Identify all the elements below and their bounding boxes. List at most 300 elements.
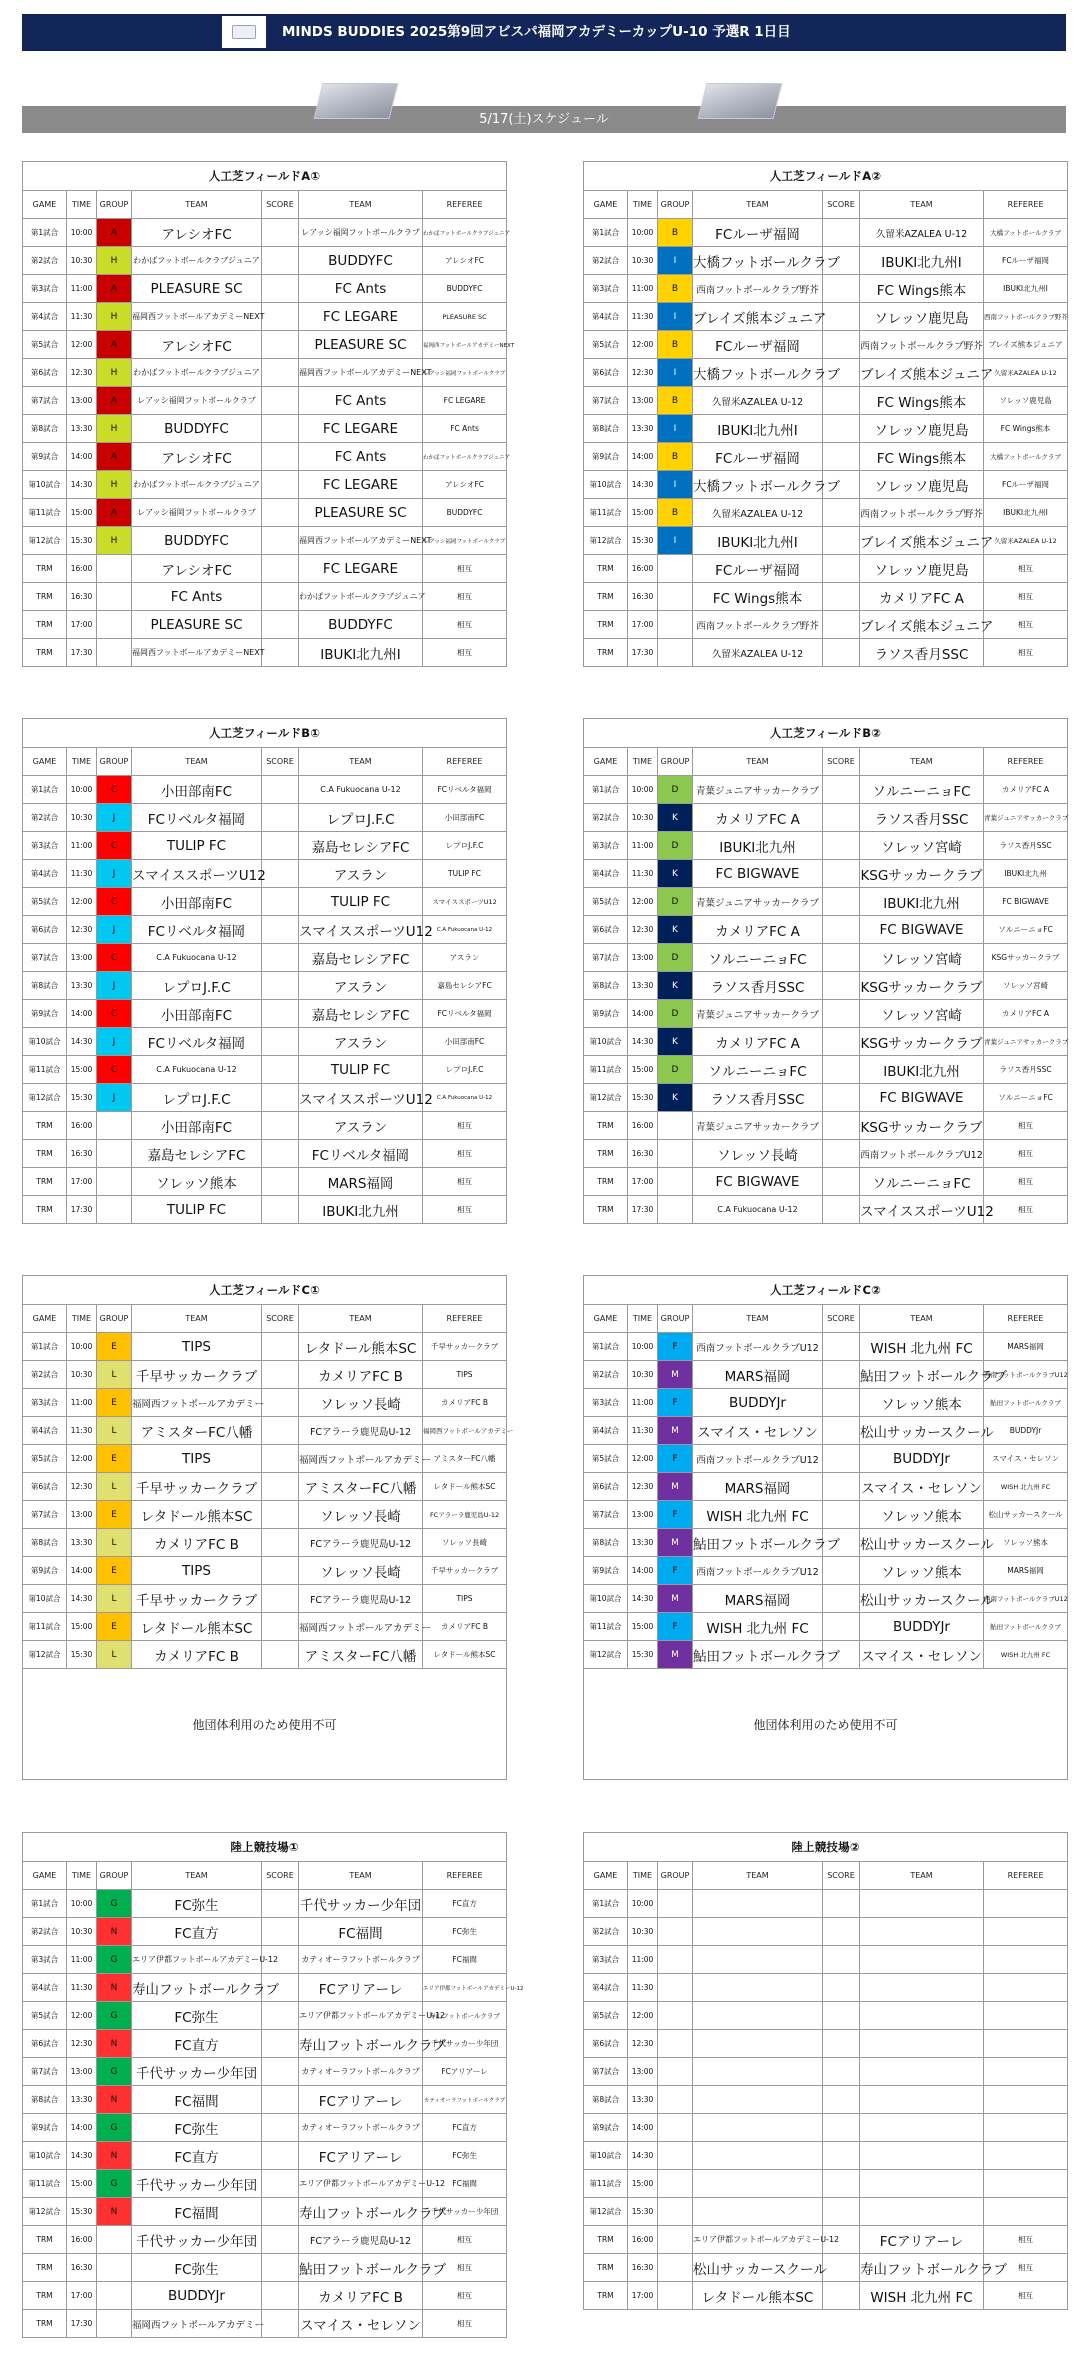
- referee: アスラン: [423, 944, 507, 972]
- table-row: [23, 1168, 507, 1196]
- score-cell: [823, 611, 860, 639]
- kickoff-time: 12:00: [628, 1445, 658, 1473]
- column-header-team1: TEAM: [693, 1862, 823, 1890]
- away-team: カメリアFC A: [860, 583, 984, 611]
- group-badge: [658, 2002, 693, 2030]
- game-label: 第6試合: [584, 359, 628, 387]
- table-row: [23, 1028, 507, 1056]
- kickoff-time: 15:30: [628, 2198, 658, 2226]
- table-row: [584, 1918, 1068, 1946]
- schedule-table: [22, 1275, 514, 1780]
- away-team: BUDDYFC: [299, 247, 423, 275]
- kickoff-time: 15:00: [67, 2170, 97, 2198]
- group-badge: [97, 2310, 132, 2338]
- group-badge: [97, 1196, 132, 1224]
- away-team: [860, 1890, 984, 1918]
- table-row: [584, 1056, 1068, 1084]
- away-team: 鮎田フットボールクラブ: [299, 2254, 423, 2282]
- away-team: IBUKI北九州: [299, 1196, 423, 1224]
- kickoff-time: 11:30: [67, 860, 97, 888]
- score-cell: [823, 2086, 860, 2114]
- group-badge: C: [97, 888, 132, 916]
- game-label: 第4試合: [23, 303, 67, 331]
- game-label: TRM: [584, 2226, 628, 2254]
- group-badge: [97, 1140, 132, 1168]
- home-team: アレシオFC: [132, 443, 262, 471]
- score-cell: [823, 331, 860, 359]
- kickoff-time: 14:00: [628, 1557, 658, 1585]
- referee: スマイス・セレソン: [984, 1445, 1068, 1473]
- game-label: 第7試合: [584, 387, 628, 415]
- score-cell: [262, 247, 299, 275]
- kickoff-time: 17:00: [67, 611, 97, 639]
- score-cell: [823, 2282, 860, 2310]
- game-label: 第5試合: [584, 888, 628, 916]
- score-cell: [262, 415, 299, 443]
- score-cell: [823, 1361, 860, 1389]
- kickoff-time: 16:00: [67, 1112, 97, 1140]
- away-team: ソレッソ熊本: [860, 1389, 984, 1417]
- score-cell: [823, 2254, 860, 2282]
- table-row: [23, 916, 507, 944]
- kickoff-time: 15:30: [67, 2198, 97, 2226]
- score-cell: [823, 1946, 860, 1974]
- score-cell: [823, 1333, 860, 1361]
- group-badge: [97, 2282, 132, 2310]
- referee: FCルーザ福岡: [984, 247, 1068, 275]
- group-badge: [658, 555, 693, 583]
- home-team: [693, 2002, 823, 2030]
- score-cell: [823, 1417, 860, 1445]
- home-team: MARS福岡: [693, 1473, 823, 1501]
- group-badge: [658, 2198, 693, 2226]
- column-header-game: GAME: [584, 191, 628, 219]
- game-label: 第3試合: [584, 1389, 628, 1417]
- score-cell: [262, 639, 299, 667]
- group-badge: E: [97, 1501, 132, 1529]
- table-row: [23, 611, 507, 639]
- referee: アレシオFC: [423, 471, 507, 499]
- score-cell: [262, 499, 299, 527]
- referee: レタドール熊本SC: [423, 1641, 507, 1669]
- referee: ソレッソ熊本: [984, 1529, 1068, 1557]
- kickoff-time: 12:00: [628, 2002, 658, 2030]
- home-team: BUDDYJr: [132, 2282, 262, 2310]
- table-row: [23, 331, 507, 359]
- kickoff-time: 13:00: [67, 387, 97, 415]
- column-header-time: TIME: [628, 1305, 658, 1333]
- group-badge: H: [97, 247, 132, 275]
- kickoff-time: 10:30: [67, 1361, 97, 1389]
- home-team: [693, 2142, 823, 2170]
- group-badge: H: [97, 359, 132, 387]
- home-team: FC弥生: [132, 1890, 262, 1918]
- table-row: [584, 1946, 1068, 1974]
- game-label: 第2試合: [584, 1361, 628, 1389]
- table-row: [584, 2282, 1068, 2310]
- score-cell: [823, 1501, 860, 1529]
- referee: カメリアFC B: [423, 1389, 507, 1417]
- score-cell: [262, 1000, 299, 1028]
- referee: ラソス香月SSC: [984, 832, 1068, 860]
- kickoff-time: 16:30: [628, 2254, 658, 2282]
- logo-mark: [232, 25, 256, 39]
- group-badge: [658, 1918, 693, 1946]
- score-cell: [823, 2198, 860, 2226]
- kickoff-time: 13:00: [628, 387, 658, 415]
- game-label: 第7試合: [23, 387, 67, 415]
- table-row: [584, 1445, 1068, 1473]
- score-cell: [262, 2030, 299, 2058]
- home-team: エリア伊都フットボールアカデミーU-12: [693, 2226, 823, 2254]
- referee: 鮎田フットボールクラブ: [984, 1613, 1068, 1641]
- score-cell: [823, 832, 860, 860]
- referee: FC弥生: [423, 2142, 507, 2170]
- score-cell: [823, 1112, 860, 1140]
- home-team: WISH 北九州 FC: [693, 1613, 823, 1641]
- group-badge: A: [97, 275, 132, 303]
- away-team: アスラン: [299, 860, 423, 888]
- away-team: FC LEGARE: [299, 555, 423, 583]
- away-team: 福岡西フットボールアカデミー: [299, 1445, 423, 1473]
- column-header-group: GROUP: [658, 1305, 693, 1333]
- referee: ソレッソ鹿児島: [984, 387, 1068, 415]
- table-row: [584, 1557, 1068, 1585]
- kickoff-time: 11:30: [67, 1417, 97, 1445]
- table-row: [584, 443, 1068, 471]
- schedule-table: [22, 1832, 524, 2338]
- score-cell: [823, 1445, 860, 1473]
- away-team: FCアリアーレ: [299, 2086, 423, 2114]
- home-team: FC弥生: [132, 2254, 262, 2282]
- game-label: TRM: [584, 1140, 628, 1168]
- home-team: ソレッソ熊本: [132, 1168, 262, 1196]
- score-cell: [823, 387, 860, 415]
- referee: [984, 2058, 1068, 2086]
- referee: BUDDYJr: [984, 1417, 1068, 1445]
- table-row: [584, 219, 1068, 247]
- referee: ソルニーニョFC: [984, 1084, 1068, 1112]
- group-badge: A: [97, 219, 132, 247]
- group-badge: [97, 2226, 132, 2254]
- table-row: [584, 2142, 1068, 2170]
- group-badge: F: [658, 1445, 693, 1473]
- referee: MARS福岡: [984, 1333, 1068, 1361]
- game-label: 第5試合: [23, 331, 67, 359]
- referee: 相互: [423, 2254, 507, 2282]
- referee: 相互: [423, 2282, 507, 2310]
- away-team: FC Ants: [299, 275, 423, 303]
- home-team: TIPS: [132, 1557, 262, 1585]
- game-label: 第3試合: [23, 1389, 67, 1417]
- away-team: スマイススポーツU12: [299, 916, 423, 944]
- table-row: [584, 972, 1068, 1000]
- away-team: FC Wings熊本: [860, 443, 984, 471]
- game-label: TRM: [23, 1168, 67, 1196]
- column-header-team1: TEAM: [132, 1862, 262, 1890]
- game-label: 第9試合: [23, 1557, 67, 1585]
- away-team: ソレッソ長崎: [299, 1389, 423, 1417]
- away-team: IBUKI北九州Ⅰ: [299, 639, 423, 667]
- unavailable-note: 他団体利用のため使用不可: [23, 1669, 507, 1780]
- home-team: C.A Fukuocana U-12: [693, 1196, 823, 1224]
- score-cell: [823, 1890, 860, 1918]
- game-label: 第8試合: [23, 415, 67, 443]
- referee: 嘉島セレシアFC: [423, 972, 507, 1000]
- table-row: [23, 1445, 507, 1473]
- kickoff-time: 10:30: [67, 1918, 97, 1946]
- away-team: レアッシ福岡フットボールクラブ: [299, 219, 423, 247]
- group-badge: K: [658, 1084, 693, 1112]
- group-badge: G: [97, 2170, 132, 2198]
- score-cell: [262, 860, 299, 888]
- table-row: [584, 1000, 1068, 1028]
- column-header-team2: TEAM: [299, 1862, 423, 1890]
- referee: [984, 1890, 1068, 1918]
- game-label: 第12試合: [23, 1641, 67, 1669]
- column-header-score: SCORE: [262, 1305, 299, 1333]
- referee: [984, 2030, 1068, 2058]
- score-cell: [262, 1361, 299, 1389]
- kickoff-time: 13:00: [67, 944, 97, 972]
- kickoff-time: 13:30: [67, 1529, 97, 1557]
- home-team: PLEASURE SC: [132, 611, 262, 639]
- home-team: レタドール熊本SC: [132, 1501, 262, 1529]
- kickoff-time: 12:00: [67, 2002, 97, 2030]
- home-team: 久留米AZALEA U-12: [693, 639, 823, 667]
- score-cell: [262, 2170, 299, 2198]
- unavailable-note: 他団体利用のため使用不可: [584, 1669, 1068, 1780]
- home-team: 西南フットボールクラブ野芥: [693, 275, 823, 303]
- kickoff-time: 15:00: [628, 2170, 658, 2198]
- table-row: [584, 1168, 1068, 1196]
- away-team: FC LEGARE: [299, 303, 423, 331]
- away-team: [860, 2198, 984, 2226]
- game-label: 第12試合: [584, 1084, 628, 1112]
- table-row: [23, 888, 507, 916]
- column-header-referee: REFEREE: [423, 191, 507, 219]
- game-label: 第10試合: [23, 471, 67, 499]
- home-team: [693, 1918, 823, 1946]
- away-team: FC Ants: [299, 443, 423, 471]
- table-row: [23, 639, 507, 667]
- game-label: 第8試合: [584, 2086, 628, 2114]
- score-cell: [823, 2170, 860, 2198]
- home-team: 千代サッカー少年団: [132, 2058, 262, 2086]
- game-label: 第1試合: [23, 776, 67, 804]
- score-cell: [262, 2058, 299, 2086]
- column-header-time: TIME: [67, 748, 97, 776]
- game-label: 第2試合: [584, 247, 628, 275]
- kickoff-time: 10:30: [628, 804, 658, 832]
- score-cell: [823, 639, 860, 667]
- table-row: [584, 2226, 1068, 2254]
- game-label: 第10試合: [584, 1585, 628, 1613]
- referee: TIPS: [423, 1585, 507, 1613]
- score-cell: [262, 1196, 299, 1224]
- game-label: 第1試合: [584, 776, 628, 804]
- kickoff-time: 11:30: [67, 1974, 97, 2002]
- referee: 相互: [423, 1168, 507, 1196]
- game-label: 第6試合: [23, 2030, 67, 2058]
- group-badge: F: [658, 1613, 693, 1641]
- game-label: TRM: [23, 2282, 67, 2310]
- home-team: 西南フットボールクラブ野芥: [693, 611, 823, 639]
- referee: 相互: [984, 2282, 1068, 2310]
- column-header-group: GROUP: [658, 748, 693, 776]
- table-row: [23, 1585, 507, 1613]
- score-cell: [262, 1084, 299, 1112]
- away-team: KSGサッカークラブ: [860, 860, 984, 888]
- table-row: [23, 2170, 507, 2198]
- home-team: レアッシ福岡フットボールクラブ: [132, 387, 262, 415]
- table-row: [23, 1890, 507, 1918]
- table-row: [23, 2086, 507, 2114]
- group-badge: B: [658, 443, 693, 471]
- kickoff-time: 11:30: [628, 303, 658, 331]
- group-badge: [658, 2226, 693, 2254]
- column-header-team1: TEAM: [132, 748, 262, 776]
- away-team: [860, 2170, 984, 2198]
- game-label: 第9試合: [23, 443, 67, 471]
- kickoff-time: 15:00: [67, 499, 97, 527]
- score-cell: [262, 1056, 299, 1084]
- group-badge: [97, 1112, 132, 1140]
- game-label: TRM: [23, 583, 67, 611]
- referee: 松山サッカースクール: [984, 1501, 1068, 1529]
- away-team: 福岡西フットボールアカデミーNEXT: [299, 359, 423, 387]
- referee: 久留米AZALEA U-12: [984, 527, 1068, 555]
- away-team: アスラン: [299, 1112, 423, 1140]
- table-row: [23, 1641, 507, 1669]
- referee: ソレッソ宮崎: [984, 972, 1068, 1000]
- group-badge: [658, 1890, 693, 1918]
- table-row: [584, 2086, 1068, 2114]
- game-label: TRM: [584, 2254, 628, 2282]
- kickoff-time: 17:30: [67, 1196, 97, 1224]
- referee: FCアリアーレ: [423, 2058, 507, 2086]
- score-cell: [262, 1417, 299, 1445]
- kickoff-time: 13:30: [67, 415, 97, 443]
- away-team: 千代サッカー少年団: [299, 1890, 423, 1918]
- home-team: 松山サッカースクール: [693, 2254, 823, 2282]
- column-header-score: SCORE: [823, 1862, 860, 1890]
- group-badge: K: [658, 804, 693, 832]
- away-team: 福岡西フットボールアカデミーNEXT: [299, 527, 423, 555]
- away-team: 西南フットボールクラブ野芥: [860, 331, 984, 359]
- home-team: FCルーザ福岡: [693, 219, 823, 247]
- away-team: 寿山フットボールクラブ: [299, 2198, 423, 2226]
- score-cell: [262, 1168, 299, 1196]
- column-header-game: GAME: [23, 1305, 67, 1333]
- home-team: WISH 北九州 FC: [693, 1501, 823, 1529]
- referee: 大橋フットボールクラブ: [984, 443, 1068, 471]
- table-row: [584, 359, 1068, 387]
- score-cell: [823, 972, 860, 1000]
- game-label: 第6試合: [23, 1473, 67, 1501]
- game-label: 第7試合: [584, 2058, 628, 2086]
- game-label: 第8試合: [23, 2086, 67, 2114]
- table-row: [584, 527, 1068, 555]
- score-cell: [823, 2114, 860, 2142]
- field-title: 人工芝フィールドA①: [23, 162, 507, 191]
- table-row: [584, 1613, 1068, 1641]
- referee: 小田部南FC: [423, 1028, 507, 1056]
- group-badge: N: [97, 2030, 132, 2058]
- score-cell: [262, 916, 299, 944]
- kickoff-time: 13:00: [628, 944, 658, 972]
- kickoff-time: 15:30: [628, 1641, 658, 1669]
- table-row: [23, 247, 507, 275]
- score-cell: [262, 387, 299, 415]
- score-cell: [262, 219, 299, 247]
- table-row: [23, 555, 507, 583]
- group-badge: [658, 2170, 693, 2198]
- away-team: ソレッソ鹿児島: [860, 303, 984, 331]
- referee: 相互: [984, 555, 1068, 583]
- group-badge: F: [658, 1557, 693, 1585]
- away-team: ソレッソ宮崎: [860, 832, 984, 860]
- table-row: [584, 1417, 1068, 1445]
- away-team: カメリアFC B: [299, 2282, 423, 2310]
- score-cell: [823, 888, 860, 916]
- away-team: MARS福岡: [299, 1168, 423, 1196]
- referee: WISH 北九州 FC: [984, 1641, 1068, 1669]
- home-team: [693, 2114, 823, 2142]
- kickoff-time: 14:00: [67, 1557, 97, 1585]
- group-badge: M: [658, 1361, 693, 1389]
- kickoff-time: 10:30: [628, 1918, 658, 1946]
- referee: 相互: [423, 1140, 507, 1168]
- away-team: 西南フットボールクラブ野芥: [860, 499, 984, 527]
- home-team: [693, 2198, 823, 2226]
- table-row: [23, 387, 507, 415]
- game-label: 第4試合: [23, 860, 67, 888]
- game-label: 第3試合: [584, 1946, 628, 1974]
- referee: わかばフットボールクラブジュニア: [423, 443, 507, 471]
- away-team: ソレッソ鹿児島: [860, 555, 984, 583]
- group-badge: K: [658, 972, 693, 1000]
- score-cell: [823, 1389, 860, 1417]
- home-team: MARS福岡: [693, 1585, 823, 1613]
- table-row: [584, 1196, 1068, 1224]
- kickoff-time: 13:30: [67, 972, 97, 1000]
- schedule-date-title: 5/17(土)スケジュール: [479, 112, 609, 127]
- kickoff-time: 17:00: [67, 1168, 97, 1196]
- referee: レタドール熊本SC: [423, 1473, 507, 1501]
- table-row: [584, 387, 1068, 415]
- game-label: 第1試合: [584, 1333, 628, 1361]
- away-team: スマイススポーツU12: [299, 1084, 423, 1112]
- group-badge: D: [658, 1000, 693, 1028]
- home-team: FC Wings熊本: [693, 583, 823, 611]
- referee: 福岡西フットボールアカデミー: [423, 1417, 507, 1445]
- group-badge: [658, 1168, 693, 1196]
- away-team: アミスターFC八幡: [299, 1473, 423, 1501]
- group-badge: [97, 2254, 132, 2282]
- group-badge: A: [97, 499, 132, 527]
- group-badge: B: [658, 387, 693, 415]
- column-header-team2: TEAM: [299, 191, 423, 219]
- score-cell: [262, 275, 299, 303]
- game-label: 第5試合: [23, 1445, 67, 1473]
- column-header-time: TIME: [67, 1305, 97, 1333]
- column-header-time: TIME: [628, 191, 658, 219]
- column-header-time: TIME: [67, 191, 97, 219]
- home-team: 青葉ジュニアサッカークラブ: [693, 1000, 823, 1028]
- away-team: スマイス・セレソン: [860, 1641, 984, 1669]
- game-label: 第2試合: [23, 1361, 67, 1389]
